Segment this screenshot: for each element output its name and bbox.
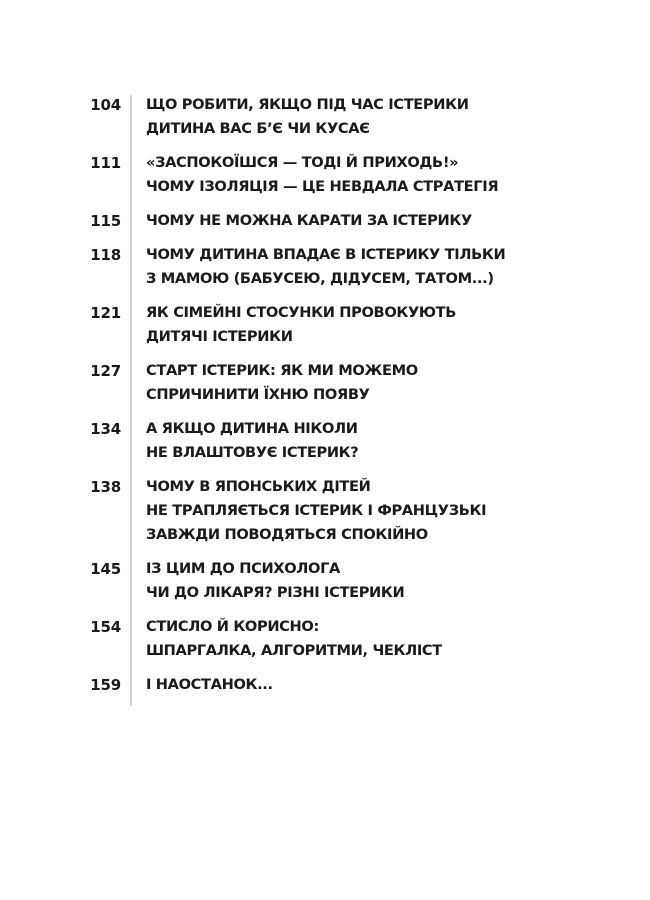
entry-title xyxy=(146,209,472,233)
toc-entry xyxy=(88,557,558,605)
page-number: 134 xyxy=(90,420,121,438)
entry-title-line: ЧОМУ В ЯПОНСЬКИХ ДІТЕЙ xyxy=(146,478,371,495)
toc-entry xyxy=(88,359,558,407)
entry-title-line: ЯК СІМЕЙНІ СТОСУНКИ ПРОВОКУЮТЬ xyxy=(146,304,457,321)
entry-title-line: НЕ ТРАПЛЯЄТЬСЯ ІСТЕРИК І ФРАНЦУЗЬКІ xyxy=(146,502,487,519)
toc-entry xyxy=(88,475,558,547)
toc-entry xyxy=(88,301,558,349)
entry-title xyxy=(146,417,358,465)
entry-title-line: СТИСЛО Й КОРИСНО: xyxy=(146,618,319,635)
page-number: 138 xyxy=(90,478,121,496)
entry-title-line: ЧОМУ ДИТИНА ВПАДАЄ В ІСТЕРИКУ ТІЛЬКИ xyxy=(146,246,506,263)
entry-title-line: ІЗ ЦИМ ДО ПСИХОЛОГА xyxy=(146,560,340,577)
page-number: 154 xyxy=(90,618,121,636)
entry-title-line: ДИТЯЧІ ІСТЕРИКИ xyxy=(146,328,293,345)
entry-title xyxy=(146,673,273,697)
table-of-contents xyxy=(88,93,558,707)
entry-title xyxy=(146,557,404,605)
entry-title-line: ЩО РОБИТИ, ЯКЩО ПІД ЧАС ІСТЕРИКИ xyxy=(146,96,469,113)
entry-title-line: ЧИ ДО ЛІКАРЯ? РІЗНІ ІСТЕРИКИ xyxy=(146,584,405,601)
entry-title-line: СПРИЧИНИТИ ЇХНЮ ПОЯВУ xyxy=(146,386,370,403)
toc-entry xyxy=(88,151,558,199)
toc-entry xyxy=(88,209,558,233)
page-number: 121 xyxy=(90,304,121,322)
page-number: 159 xyxy=(90,676,121,694)
toc-entry xyxy=(88,615,558,663)
page-number: 115 xyxy=(90,212,121,230)
entry-title xyxy=(146,301,456,349)
toc-entry xyxy=(88,673,558,697)
entry-title-line: А ЯКЩО ДИТИНА НІКОЛИ xyxy=(146,420,358,437)
entry-title-line: ДИТИНА ВАС Б’Є ЧИ КУСАЄ xyxy=(146,120,370,137)
entry-title-line: ЧОМУ ІЗОЛЯЦІЯ — ЦЕ НЕВДАЛА СТРАТЕГІЯ xyxy=(146,178,499,195)
vertical-divider xyxy=(130,95,132,706)
entry-title xyxy=(146,151,498,199)
entry-title-line: І НАОСТАНОК... xyxy=(146,676,273,693)
entry-title xyxy=(146,243,505,291)
toc-entry xyxy=(88,417,558,465)
entry-title xyxy=(146,615,442,663)
entry-title-line: СТАРТ ІСТЕРИК: ЯК МИ МОЖЕМО xyxy=(146,362,418,379)
toc-entry xyxy=(88,243,558,291)
entry-title-line: «ЗАСПОКОЇШСЯ — ТОДІ Й ПРИХОДЬ!» xyxy=(146,154,459,171)
page-number: 111 xyxy=(90,154,121,172)
entry-title xyxy=(146,359,418,407)
entry-title-line: З МАМОЮ (БАБУСЕЮ, ДІДУСЕМ, ТАТОМ...) xyxy=(146,270,494,287)
page-number: 104 xyxy=(90,96,121,114)
page-number: 145 xyxy=(90,560,121,578)
page-number: 118 xyxy=(90,246,121,264)
entry-title xyxy=(146,93,469,141)
entry-title-line: ШПАРГАЛКА, АЛГОРИТМИ, ЧЕКЛІСТ xyxy=(146,642,442,659)
page-number: 127 xyxy=(90,362,121,380)
toc-entry xyxy=(88,93,558,141)
entry-title-line: ЧОМУ НЕ МОЖНА КАРАТИ ЗА ІСТЕРИКУ xyxy=(146,212,472,229)
entry-title xyxy=(146,475,486,547)
entry-title-line: ЗАВЖДИ ПОВОДЯТЬСЯ СПОКІЙНО xyxy=(146,526,428,543)
entry-title-line: НЕ ВЛАШТОВУЄ ІСТЕРИК? xyxy=(146,444,359,461)
